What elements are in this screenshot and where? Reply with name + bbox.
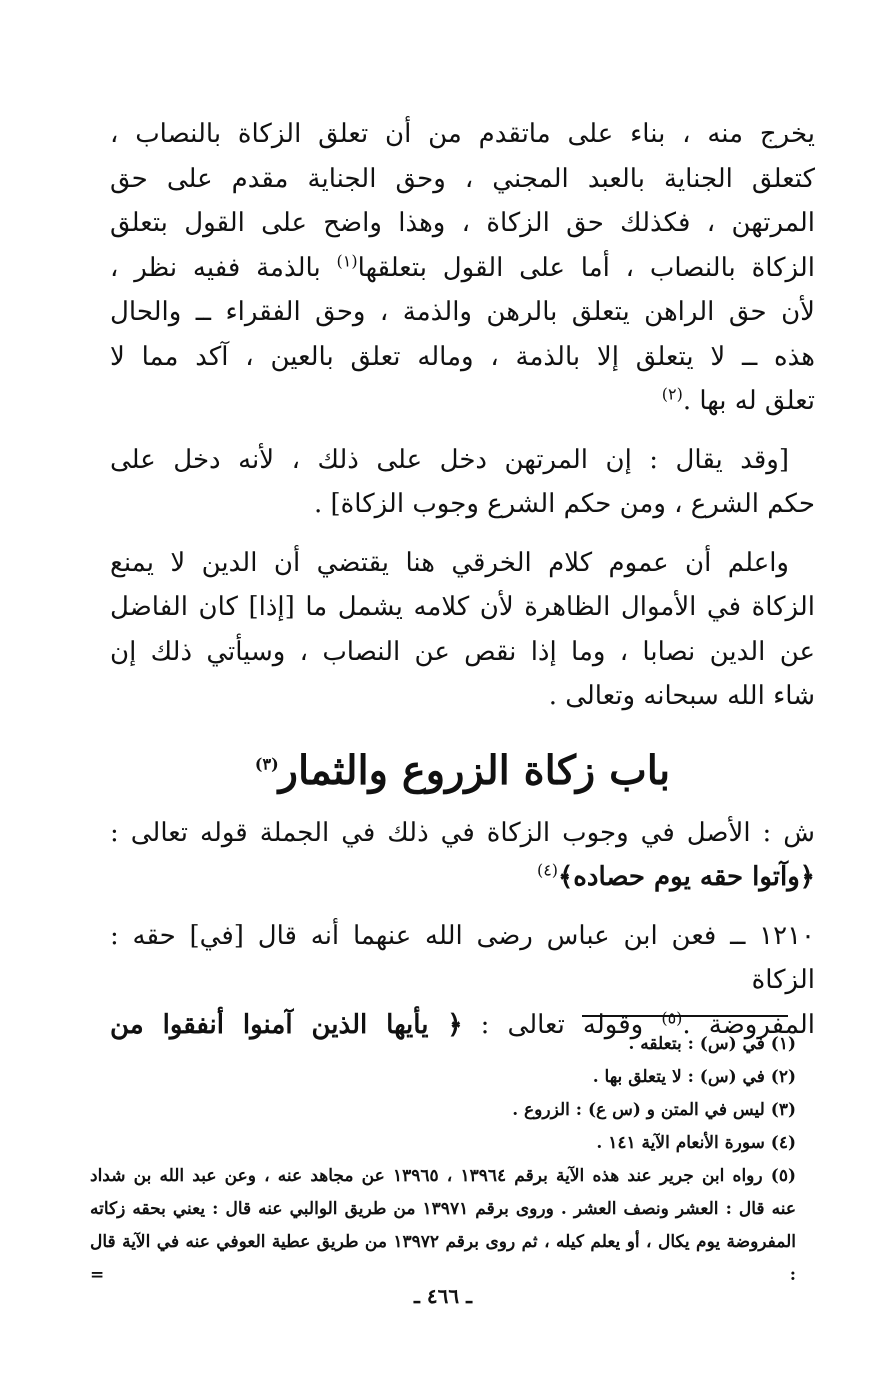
chapter-title-text: باب زكاة الزروع والثمار (278, 746, 671, 794)
text-segment: بالذمة ففيه نظر ، (110, 252, 321, 283)
footnote-5-line: المفروضة يوم يكال ، أو يعلم كيله ، ثم روى برقم ١٣٩٧٢ من طريق عطية العوفي عنه في الآية قال : = (90, 1232, 796, 1285)
footnote-5-line: عنه قال : العشر ونصف العشر . وروى برقم ١٣٩٧١ من طريق الوالبي عنه قال : يعني بحقه زكاته (90, 1199, 796, 1219)
paragraph-3 (110, 541, 815, 719)
text-segment: الزكاة بالنصاب ، أما على القول بتعلقها (357, 252, 815, 283)
footnote-2: (٢) في (س) : لا يتعلق بها . (592, 1067, 796, 1087)
footnote-ref-2: (٢) (661, 384, 683, 404)
footnote-3: (٣) ليس في المتن و (س ع) : الزروع . (512, 1100, 796, 1120)
footnote-divider (582, 1015, 788, 1017)
paragraph-4 (110, 811, 815, 900)
text-line (110, 855, 815, 900)
text-line (110, 914, 815, 1003)
footnote-5-line: (٥) رواه ابن جرير عند هذه الآية برقم ١٣٩٦٤ ، ١٣٩٦٥ عن مجاهد عنه ، وعن عبد الله بن شداد (90, 1166, 796, 1186)
footnotes (90, 1028, 796, 1292)
quran-verse: ﴿ يأيها الذين آمنوا أنفقوا من (110, 1009, 463, 1040)
chapter-heading (110, 741, 815, 801)
paragraph-2 (110, 438, 815, 527)
text-line: هذه ــ لا يتعلق إلا بالذمة ، وماله تعلق بالعين ، آكد مما لا (110, 341, 815, 372)
paragraph-1 (110, 112, 815, 424)
footnote-ref-5: (٥) (661, 1007, 683, 1027)
text-line: كتعلق الجناية بالعبد المجني ، وحق الجناية مقدم على حق (110, 163, 815, 194)
text-line (110, 379, 815, 424)
text-segment: المفروضة . (682, 1009, 816, 1040)
text-line: المرتهن ، فكذلك حق الزكاة ، وهذا واضح على القول بتعلق (110, 208, 815, 238)
main-text (110, 112, 815, 1061)
text-segment: وقوله تعالى : (480, 1009, 644, 1040)
hadith-number: ١٢١٠ ــ (730, 920, 816, 951)
text-line: شاء الله سبحانه وتعالى . (548, 681, 815, 711)
text-line (110, 246, 815, 291)
footnote-ref-3: (٣) (254, 754, 279, 774)
footnote-ref-1: (١) (336, 250, 358, 270)
text-line: [وقد يقال : إن المرتهن دخل على ذلك ، لأنه دخل على (110, 444, 789, 475)
text-line: واعلم أن عموم كلام الخرقي هنا يقتضي أن الدين لا يمنع (110, 547, 789, 578)
text-segment: تعلق له بها . (682, 386, 815, 416)
text-line: حكم الشرع ، ومن حكم الشرع وجوب الزكاة] . (313, 489, 815, 519)
footnote-1: (١) في (س) : بتعلقه . (628, 1034, 796, 1054)
quran-verse: ﴿وآتوا حقه يوم حصاده﴾ (558, 862, 815, 892)
text-line: يخرج منه ، بناء على ماتقدم من أن تعلق الزكاة بالنصاب ، (110, 119, 815, 149)
footnote-ref-4: (٤) (536, 860, 559, 880)
text-line: ش : الأصل في وجوب الزكاة في ذلك في الجملة قوله تعالى : (110, 817, 815, 848)
numbered-hadith (110, 914, 815, 1048)
text-line: لأن حق الراهن يتعلق بالرهن والذمة ، وحق الفقراء ــ والحال (110, 297, 815, 327)
text-line: الزكاة في الأموال الظاهرة لأن كلامه يشمل ما [إذا] كان الفاضل (110, 592, 815, 622)
text-line: عن الدين نصابا ، وما إذا نقص عن النصاب ، وسيأتي ذلك إن (110, 636, 815, 667)
text-segment: فعن ابن عباس رضى الله عنهما أنه قال [في] حقه : الزكاة (110, 920, 815, 995)
page-number: ـ ٤٦٦ ـ (414, 1284, 472, 1308)
footnote-4: (٤) سورة الأنعام الآية ١٤١ . (596, 1133, 796, 1153)
